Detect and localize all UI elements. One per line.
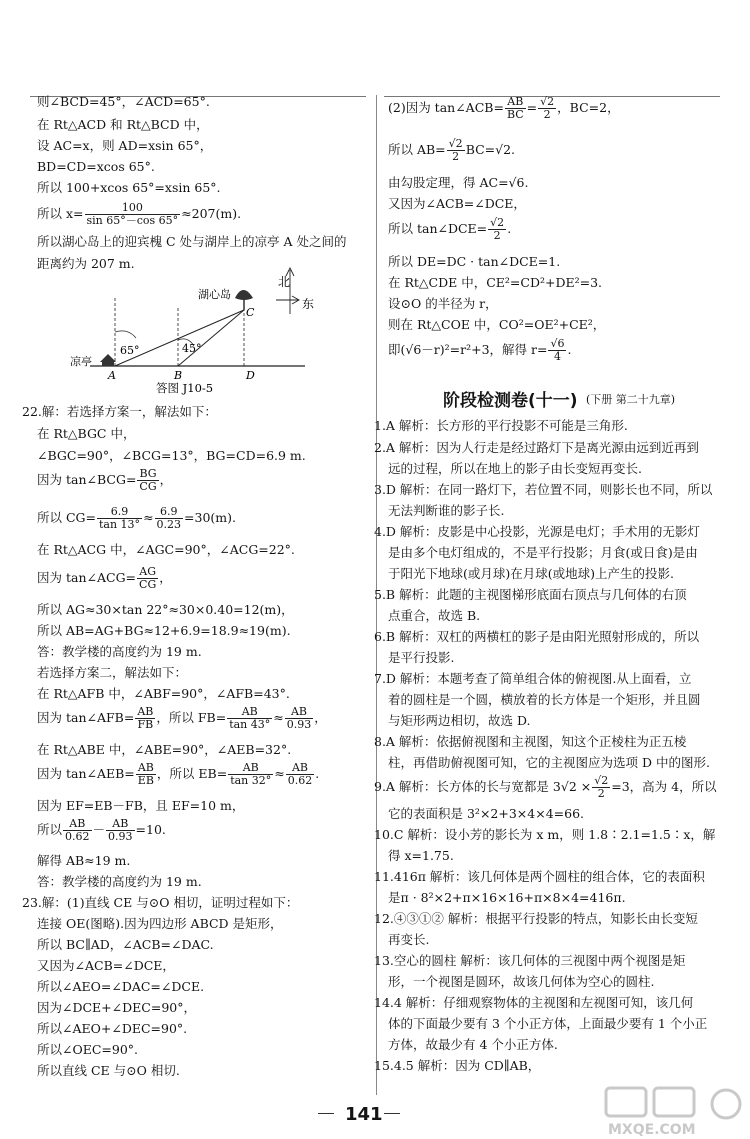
denominator: CG: [139, 480, 157, 493]
denominator: 0.93: [286, 718, 312, 731]
text-line: BD=CD=xcos 65°.: [37, 159, 155, 174]
denominator: 2: [597, 787, 605, 800]
formula-line: [37, 704, 327, 732]
numerator: AB: [228, 762, 273, 775]
text-line: 所以∠AEO+∠DEC=90°.: [37, 1021, 188, 1036]
watermark-text: MXQE.COM: [608, 1122, 696, 1138]
fraction: [228, 762, 273, 787]
question-23: 23.解：(1)直线 CE 与⊙O 相切，证明过程如下：: [22, 895, 299, 910]
fraction: [286, 762, 315, 787]
formula-line: [388, 336, 571, 364]
formula-part: =3，高为 4，所以: [611, 779, 717, 794]
formula-part: 所以 CG=: [37, 510, 96, 525]
text-line: 点重合，故选 B.: [388, 608, 481, 623]
formula-line: [37, 466, 172, 494]
formula-part: ，: [314, 710, 327, 725]
text-line: 设⊙O 的半径为 r，: [388, 296, 498, 311]
numerator: AB: [227, 706, 272, 719]
north-label: 北: [278, 275, 291, 289]
answer-6: 6.B 解析：双杠的两横杠的影子是由阳光照射形成的，所以: [374, 629, 700, 644]
numerator: BG: [137, 468, 158, 481]
formula-part: 因为 tan∠AEB=: [37, 766, 135, 781]
answer-3: 3.D 解析：在同一路灯下，若位置不同，则影长也不同，所以: [374, 482, 713, 497]
answer-5: 5.B 解析：此题的主视图梯形底面右顶点与几何体的右顶: [374, 587, 687, 602]
denominator: CG: [139, 578, 157, 591]
formula-part: 所以 AB=: [388, 142, 446, 157]
numerator: √2: [540, 95, 555, 108]
east-label: 东: [302, 297, 315, 311]
watermark-logo: [598, 1082, 748, 1137]
formula-part: ，: [159, 472, 173, 487]
numerator: AG: [137, 566, 158, 579]
formula-part: ，BC=2，: [557, 100, 620, 115]
text-line: 所以 BC∥AD，∠ACB=∠DAC.: [37, 937, 214, 952]
formula-part: BC=√2.: [465, 142, 516, 157]
answer-15: 15.4.5 解析：因为 CD∥AB，: [374, 1058, 541, 1073]
denominator: EB: [137, 774, 154, 787]
formula-part: 因为 tan∠BCG=: [37, 472, 137, 487]
text-line: 再变长.: [388, 932, 430, 947]
text-line: 是π · 8²×2+π×16×16+π×8×4=416π.: [388, 890, 626, 905]
text-line: 着的圆柱是一个圆，横放着的长方体是一个矩形，并且圆: [388, 692, 701, 707]
section-subtitle: (下册 第二十九章): [586, 393, 676, 406]
text-line: 则∠BCD=45°，∠ACD=65°.: [37, 94, 210, 109]
text-line: 若选择方案二，解法如下：: [37, 665, 188, 680]
numerator: √6: [550, 337, 565, 350]
text-line: 在 Rt△ACG 中，∠AGC=90°，∠ACG=22°.: [37, 542, 295, 557]
denominator: 0.62: [287, 774, 313, 787]
answer-8: 8.A 解析：依据俯视图和主视图，知这个正棱柱为正五棱: [374, 734, 687, 749]
text-line: 连接 OE(图略).因为四边形 ABCD 是矩形，: [37, 916, 283, 931]
fraction: [137, 468, 158, 493]
page-number: 141: [345, 1104, 383, 1125]
formula-part: =10.: [135, 822, 166, 837]
angle-65-label: 65°: [120, 344, 140, 357]
text-line: 所以 100+xcos 65°=xsin 65°.: [37, 180, 221, 195]
formula-line: [388, 94, 620, 122]
numerator: AB: [137, 705, 154, 718]
text-line: 形，一个视图是圆环，故该几何体为空心的圆柱.: [388, 974, 655, 989]
formula-part: 9.A 解析：长方体的长与宽都是 3√2 ×: [374, 779, 592, 794]
denominator: tan 13°: [99, 518, 141, 531]
fraction: [106, 818, 135, 843]
formula-part: =30(m).: [184, 510, 237, 525]
point-D-label: D: [246, 369, 255, 382]
pavilion-label: 凉亭: [70, 355, 92, 368]
question-22: 22.解：若选择方案一，解法如下：: [22, 404, 217, 419]
formula-part: ≈: [143, 510, 154, 525]
answer-14: 14.4 解析：仔细观察物体的主视图和左视图可知，该几何: [374, 995, 694, 1010]
text-line: 是平行投影.: [388, 650, 455, 665]
formula-part: 所以 x=: [37, 206, 84, 221]
fraction: [538, 96, 556, 121]
fraction: [135, 706, 155, 731]
text-line: 解得 AB≈19 m.: [37, 853, 131, 868]
text-line: 因为 EF=EB－FB，且 EF=10 m，: [37, 798, 245, 813]
formula-part: 所以 tan∠DCE=: [388, 221, 488, 236]
pavilion-icon: [100, 354, 116, 362]
point-A-label: A: [108, 369, 116, 382]
answer-13: 13.空心的圆柱 解析：该几何体的三视图中两个视图是矩: [374, 953, 686, 968]
numerator: 6.9: [155, 506, 184, 519]
denominator: 0.62: [65, 830, 90, 843]
text-line: 它的表面积是 3²×2+3×4×4=66.: [388, 806, 584, 821]
formula-part: .: [567, 342, 572, 357]
page-number-dash: [384, 1113, 400, 1114]
section-title: 阶段检测卷(十一): [443, 391, 578, 411]
text-line: 与矩形两边相切，故选 D.: [388, 713, 531, 728]
fraction: [63, 818, 92, 843]
fraction: [97, 506, 142, 531]
text-line: 是由多个电灯组成的，不是平行投影；月食(或日食)是由: [388, 545, 698, 560]
text-line: 柱，再借助俯视图可知，它的主视图应为选项 D 中的图形.: [388, 755, 710, 770]
text-line: 所以直线 CE 与⊙O 相切.: [37, 1063, 180, 1078]
formula-part: 所以: [37, 822, 63, 837]
geometry-figure: [70, 268, 315, 396]
formula-line: [388, 136, 515, 164]
text-line: 远的过程，所以在地上的影子由长变短再变长.: [388, 461, 642, 476]
text-line: 又因为∠ACB=∠DCE，: [37, 958, 175, 973]
fraction: [155, 506, 184, 531]
text-line: 所以∠AEO=∠DAC=∠DCE.: [37, 979, 205, 994]
island-label: 湖心岛: [198, 288, 231, 301]
point-C-label: C: [246, 306, 255, 319]
denominator: 0.23: [156, 518, 182, 531]
denominator: 2: [452, 150, 460, 163]
denominator: tan 32°: [230, 774, 272, 787]
text-line: 设 AC=x，则 AD=xsin 65°，: [37, 138, 213, 153]
formula-part: ，所以 FB=: [156, 710, 227, 725]
numerator: √2: [448, 137, 463, 150]
text-line: 又因为∠ACB=∠DCE，: [388, 196, 526, 211]
text-line: 在 Rt△AFB 中，∠ABF=90°，∠AFB=43°.: [37, 686, 290, 701]
formula-line: [37, 504, 236, 532]
text-line: 由勾股定理，得 AC=√6.: [388, 175, 529, 190]
numerator: AB: [63, 818, 92, 831]
text-line: 在 Rt△ACD 和 Rt△BCD 中，: [37, 117, 209, 132]
formula-part: ≈: [273, 710, 284, 725]
formula-part: .: [315, 766, 320, 781]
denominator: FB: [137, 718, 154, 731]
text-line: 距离约为 207 m.: [37, 256, 135, 271]
formula-line: [388, 215, 511, 243]
angle-45-label: 45°: [182, 342, 202, 355]
formula-part: 即(√6－r)²=r²+3，解得 r=: [388, 342, 548, 357]
denominator: 4: [553, 350, 561, 363]
fraction: [548, 338, 566, 363]
answer-1: 1.A 解析：长方形的平行投影不可能是三角形.: [374, 418, 628, 433]
fraction: [592, 775, 610, 800]
formula-part: =: [526, 100, 538, 115]
text-line: 所以 AB=AG+BG≈12+6.9=18.9≈19(m).: [37, 623, 291, 638]
formula-part: ，所以 EB=: [156, 766, 228, 781]
text-line: 所以 DE=DC · tan∠DCE=1.: [388, 254, 561, 269]
fraction: [137, 566, 158, 591]
numerator: AB: [106, 818, 135, 831]
fraction: [447, 138, 465, 163]
text-line: 答：教学楼的高度约为 19 m.: [37, 644, 202, 659]
formula-part: ≈207(m).: [181, 206, 242, 221]
answer-7: 7.D 解析：本题考查了简单组合体的俯视图.从上面看，立: [374, 671, 692, 686]
formula-part: －: [92, 822, 106, 837]
fraction: [227, 706, 272, 731]
numerator: √2: [594, 774, 609, 787]
text-line: 所以湖心岛上的迎宾槐 C 处与湖岸上的凉亭 A 处之间的: [37, 234, 347, 249]
formula-part: (2)因为 tan∠ACB=: [388, 100, 504, 115]
fraction: [136, 762, 156, 787]
denominator: BC: [506, 108, 524, 121]
point-B-label: B: [174, 369, 183, 382]
figure-caption: 答图 J10-5: [156, 381, 214, 395]
text-line: 则在 Rt△COE 中，CO²=OE²+CE²，: [388, 317, 606, 332]
answer-12: 12.④③①② 解析：根据平行投影的特点，知影长由长变短: [374, 911, 698, 926]
answer-4: 4.D 解析：皮影是中心投影，光源是电灯；手术用的无影灯: [374, 524, 700, 539]
fraction: [85, 202, 181, 227]
denominator: 0.93: [108, 830, 133, 843]
numerator: AB: [505, 96, 526, 109]
text-line: 在 Rt△CDE 中，CE²=CD²+DE²=3.: [388, 275, 603, 290]
text-line: 所以 AG≈30×tan 22°≈30×0.40=12(m)，: [37, 602, 294, 617]
numerator: AB: [136, 762, 156, 775]
text-line: 因为∠DCE+∠DEC=90°，: [37, 1000, 196, 1015]
page-number-dash: [318, 1113, 334, 1114]
text-line: 得 x=1.75.: [388, 848, 454, 863]
denominator: sin 65°－cos 65°: [86, 214, 179, 227]
numerator: 6.9: [97, 506, 142, 519]
formula-part: ，: [159, 570, 172, 585]
answer-2: 2.A 解析：因为人行走是经过路灯下是离光源由远到近再到: [374, 440, 699, 455]
formula-line: [37, 200, 241, 228]
numerator: √2: [490, 216, 505, 229]
denominator: 2: [543, 108, 551, 121]
answer-10: 10.C 解析：设小芳的影长为 x m，则 1.8∶2.1=1.5∶x，解: [374, 827, 716, 842]
formula-part: 因为 tan∠ACG=: [37, 570, 137, 585]
formula-line: [37, 816, 166, 844]
text-line: 所以∠OEC=90°.: [37, 1042, 139, 1057]
text-line: 体的下面最少要有 3 个小正方体，上面最少要有 1 个小正: [388, 1016, 708, 1031]
fraction: [505, 96, 526, 121]
fraction: [488, 217, 506, 242]
text-line: 在 Rt△BGC 中，: [37, 426, 136, 441]
fraction: [285, 706, 314, 731]
numerator: AB: [286, 762, 315, 775]
numerator: 100: [85, 202, 181, 215]
text-line: 无法判断谁的影子长.: [388, 503, 505, 518]
text-line: 在 Rt△ABE 中，∠ABE=90°，∠AEB=32°.: [37, 742, 292, 757]
denominator: tan 43°: [229, 718, 271, 731]
formula-part: 因为 tan∠AFB=: [37, 710, 135, 725]
text-line: 答：教学楼的高度约为 19 m.: [37, 874, 202, 889]
text-line: 于阳光下地球(或月球)在月球(或地球)上产生的投影.: [388, 566, 674, 581]
formula-line: [37, 760, 319, 788]
answer-11: 11.416π 解析：该几何体是两个圆柱的组合体，它的表面积: [374, 869, 705, 884]
answer-9: [374, 773, 717, 801]
numerator: AB: [285, 706, 314, 719]
formula-part: ≈: [274, 766, 285, 781]
formula-line: [37, 564, 172, 592]
formula-part: .: [507, 221, 512, 236]
denominator: 2: [493, 229, 501, 242]
text-line: ∠BGC=90°，∠BCG=13°，BG=CD=6.9 m.: [37, 448, 306, 463]
text-line: 方体，故最少有 4 个小正方体.: [388, 1037, 558, 1052]
